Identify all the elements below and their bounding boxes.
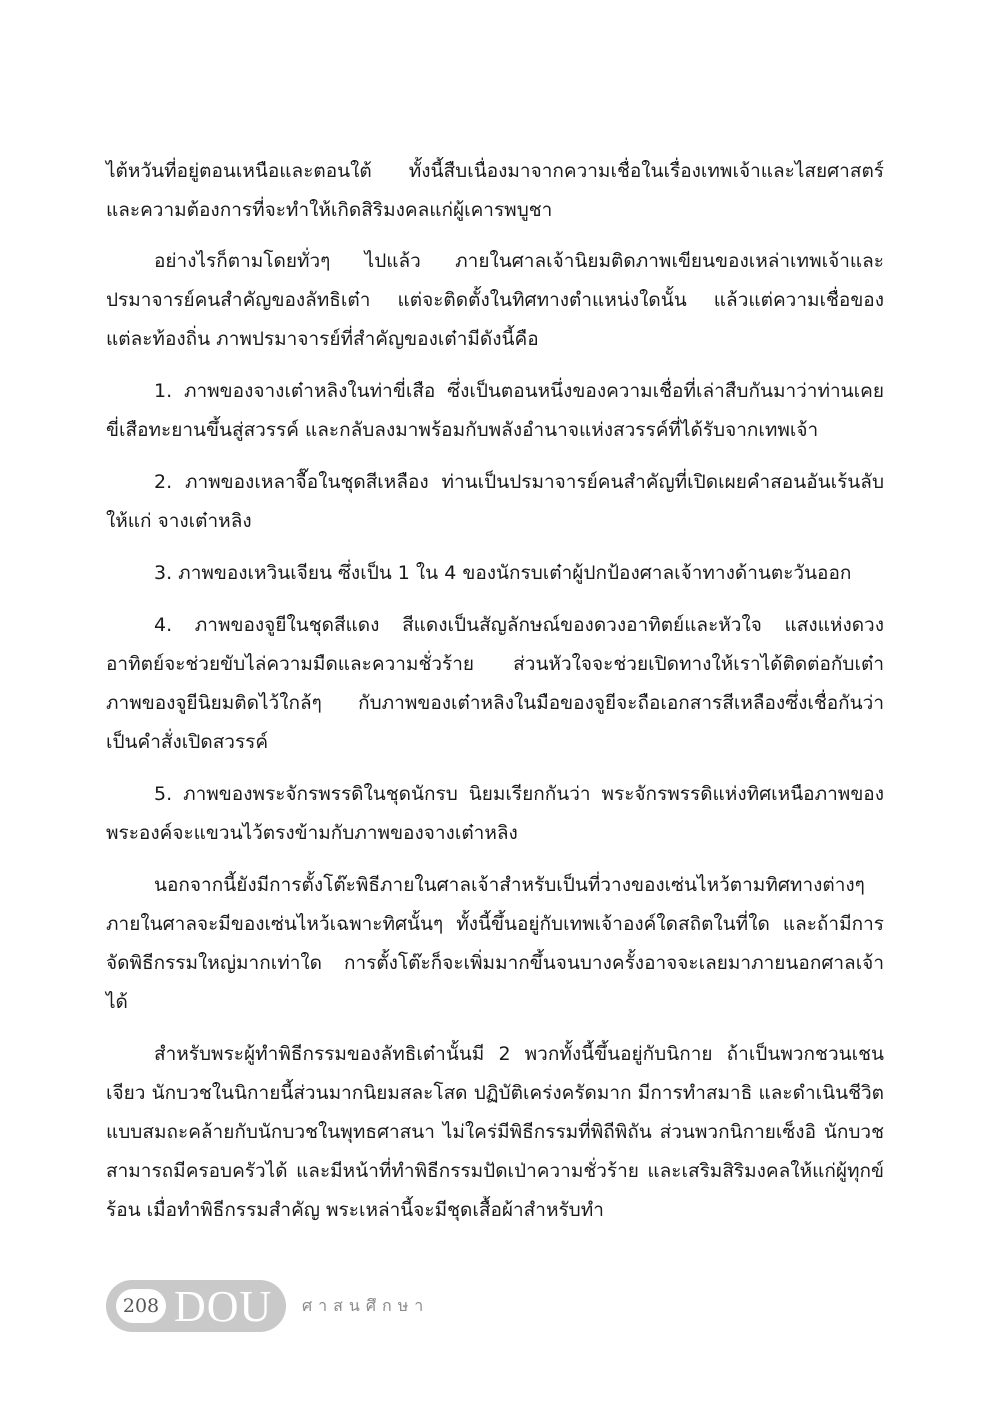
paragraph-priests: สำหรับพระผู้ทำพิธีกรรมของลัทธิเต๋านั้นมี 2 พวกทั้งนี้ขึ้นอยู่กับนิกาย ถ้าเป็นพวกชวนเชนเจียว นักบวชในนิกายนี้ส่วนมากนิยมสละโสด ปฏิบัติเคร่งครัดมาก มีการทำสมาธิ และดำเนินชีวิตแบบสมถะคล้ายกับนักบวชในพุทธศาสนา ไม่ใคร่มีพิธีกรรมที่พิถีพิถัน ส่วนพวกนิกายเซ็งอิ นักบวชสามารถมีครอบครัวได้ และมีหน้าที่ทำพิธีกรรมปัดเป่าความชั่วร้าย และเสริมสิริมงคลให้แก่ผู้ทุกข์ร้อน เมื่อทำพิธีกรรมสำคัญ พระเหล่านี้จะมีชุดเสื้อผ้าสำหรับทำ <box>106 1043 884 1221</box>
list-item-1: 1. ภาพของจางเต๋าหลิงในท่าขี่เสือ ซึ่งเป็นตอนหนึ่งของความเชื่อที่เล่าสืบกันมาว่าท่านเคยขี่เสือทะยานขึ้นสู่สวรรค์ และกลับลงมาพร้อมกับพลังอำนาจแห่งสวรรค์ที่ได้รับจากเทพเจ้า <box>106 380 884 441</box>
paragraph-intro: อย่างไรก็ตามโดยทั่วๆ ไปแล้ว ภายในศาลเจ้านิยมติดภาพเขียนของเหล่าเทพเจ้าและปรมาจารย์คนสำคัญของลัทธิเต๋า แต่จะติดตั้งในทิศทางตำแหน่งใดนั้น แล้วแต่ความเชื่อของแต่ละท้องถิ่น ภาพปรมาจารย์ที่สำคัญของเต๋ามีดังนี้คือ <box>106 250 884 350</box>
brand-logo: DOU <box>174 1282 273 1331</box>
subject-title: ศาสนศึกษา <box>302 1296 430 1315</box>
page-body <box>106 152 884 1243</box>
list-item-2: 2. ภาพของเหลาจื๊อในชุดสีเหลือง ท่านเป็นปรมาจารย์คนสำคัญที่เปิดเผยคำสอนอันเร้นลับให้แก่ จางเต๋าหลิง <box>106 471 884 532</box>
page-number: 208 <box>116 1289 166 1323</box>
list-item-3: 3. ภาพของเหวินเจียน ซึ่งเป็น 1 ใน 4 ของนักรบเต๋าผู้ปกป้องศาลเจ้าทางด้านตะวันออก <box>154 562 852 584</box>
paragraph-altars: นอกจากนี้ยังมีการตั้งโต๊ะพิธีภายในศาลเจ้าสำหรับเป็นที่วางของเซ่นไหว้ตามทิศทางต่างๆ ภายในศาลจะมีของเซ่นไหว้เฉพาะทิศนั้นๆ ทั้งนี้ขึ้นอยู่กับเทพเจ้าองค์ใดสถิตในที่ใด และถ้ามีการจัดพิธีกรรมใหญ่มากเท่าใด การตั้งโต๊ะก็จะเพิ่มมากขึ้นจนบางครั้งอาจจะเลยมาภายนอกศาลเจ้าได้ <box>106 874 884 1013</box>
page-footer <box>106 1280 606 1332</box>
list-item-4: 4. ภาพของจูยีในชุดสีแดง สีแดงเป็นสัญลักษณ์ของดวงอาทิตย์และหัวใจ แสงแห่งดวงอาทิตย์จะช่วยขับไล่ความมืดและความชั่วร้าย ส่วนหัวใจจะช่วยเปิดทางให้เราได้ติดต่อกับเต๋าภาพของจูยีนิยมติดไว้ใกล้ๆ กับภาพของเต๋าหลิงในมือของจูยีจะถือเอกสารสีเหลืองซึ่งเชื่อกันว่าเป็นคำสั่งเปิดสวรรค์ <box>106 614 884 753</box>
paragraph-continuation: ไต้หวันที่อยู่ตอนเหนือและตอนใต้ ทั้งนี้สืบเนื่องมาจากความเชื่อในเรื่องเทพเจ้าและไสยศาสตร์และความต้องการที่จะทำให้เกิดสิริมงคลแก่ผู้เคารพบูชา <box>106 160 884 221</box>
list-item-5: 5. ภาพของพระจักรพรรดิในชุดนักรบ นิยมเรียกกันว่า พระจักรพรรดิแห่งทิศเหนือภาพของพระองค์จะแขวนไว้ตรงข้ามกับภาพของจางเต๋าหลิง <box>106 783 884 844</box>
footer-badge <box>106 1280 286 1332</box>
